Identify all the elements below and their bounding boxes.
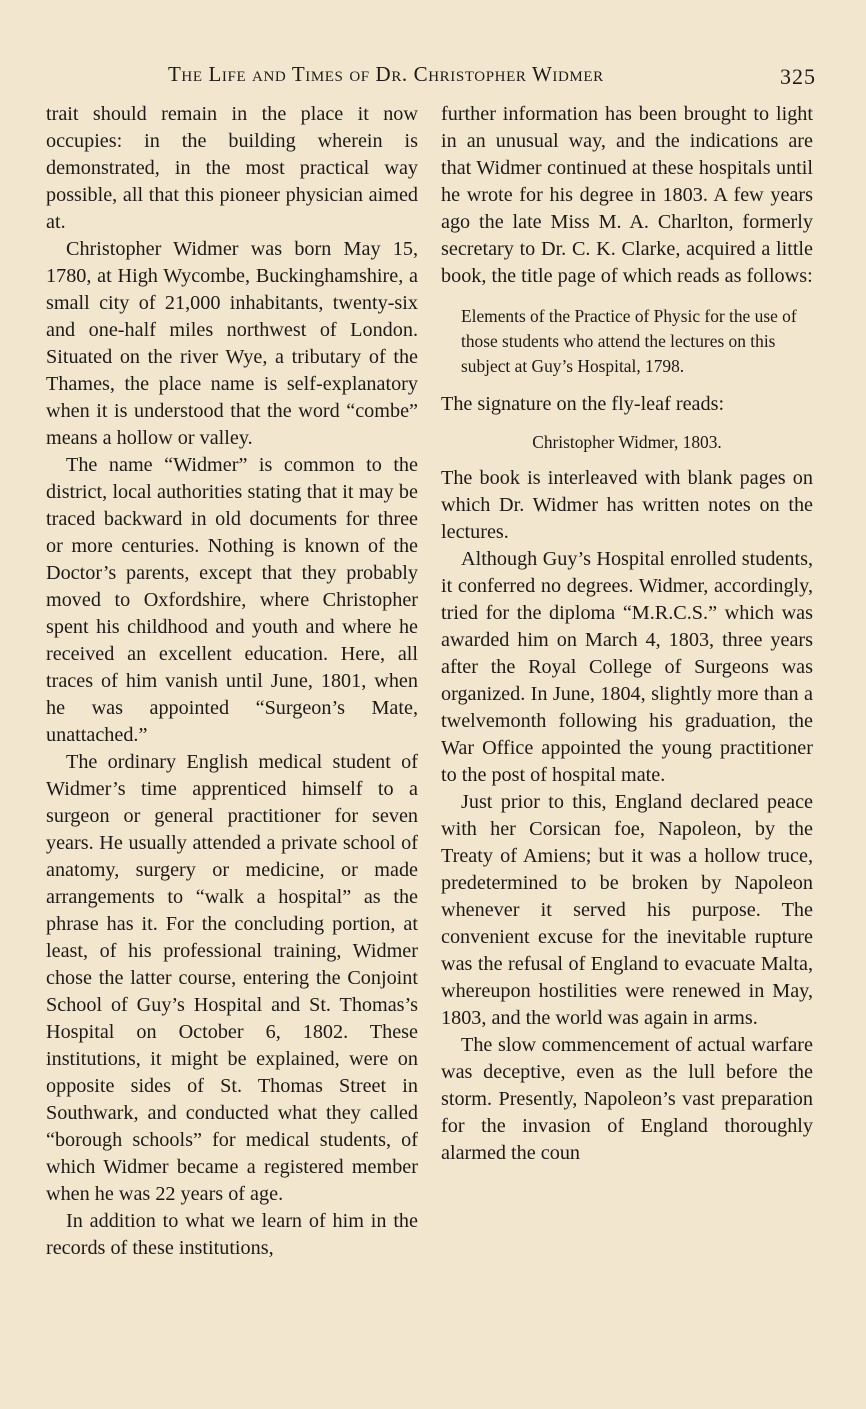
page-number: 325 — [780, 64, 816, 89]
running-head — [0, 62, 866, 92]
paragraph: The book is interleaved with blank pages on which Dr. Widmer has written notes on the lectures. — [441, 467, 813, 543]
paragraph: The name “Widmer” is common to the district, local authorities stating that it may be traced backward in old documents for three or more centuries. Nothing is known of the Doctor’s parents, except that they probably moved to Oxfordshire, where Christopher spent his childhood and youth and where he received an excellent education. Here, all traces of him vanish until June, 1801, when he was appointed “Surgeon’s Mate, unattached.” — [46, 454, 418, 746]
paragraph: Just prior to this, England declared peace with her Corsican foe, Napoleon, by the Treaty of Amiens; but it was a hollow truce, predetermined to be broken by Napoleon whenever it served his purpose. The convenient excuse for the inevitable rupture was the refusal of England to evacuate Malta, whereupon hostilities were renewed in May, 1803, and the world was again in arms. — [441, 791, 813, 1029]
paragraph: The signature on the fly-leaf reads: — [441, 393, 725, 415]
signature-quote: Christopher Widmer, 1803. — [532, 432, 722, 452]
paragraph: The slow commencement of actual warfare was deceptive, even as the lull before the storm. Presently, Napoleon’s vast preparation for the invasion of England thoroughly alarmed the coun — [441, 1034, 813, 1164]
running-title: The Life and Times of Dr. Christopher Widmer — [168, 62, 604, 86]
title-page-quote: Elements of the Practice of Physic for the use of those students who attend the lectures on this subject at Guy’s Hospital, 1798. — [461, 306, 797, 376]
paragraph: In addition to what we learn of him in the records of these institutions, — [46, 1210, 418, 1259]
paragraph: trait should remain in the place it now occupies: in the building wherein is demonstrated, in the most practical way possible, all that this pioneer physician aimed at. — [46, 103, 418, 233]
paragraph: Christopher Widmer was born May 15, 1780, at High Wycombe, Buckinghamshire, a small city of 21,000 inhabitants, twenty-six and one-half miles northwest of London. Situated on the river Wye, a tributary of the Thames, the place name is self-explanatory when it is understood that the word “combe” means a hollow or valley. — [46, 238, 418, 449]
paragraph: further information has been brought to light in an unusual way, and the indications are that Widmer continued at these hospitals until he wrote for his degree in 1803. A few years ago the late Miss M. A. Charlton, formerly secretary to Dr. C. K. Clarke, acquired a little book, the title page of which reads as follows: — [441, 103, 813, 287]
paragraph: Although Guy’s Hospital enrolled students, it conferred no degrees. Widmer, accordingly, tried for the diploma “M.R.C.S.” which was awarded him on March 4, 1803, three years after the Royal College of Surgeons was organized. In June, 1804, slightly more than a twelvemonth following his graduation, the War Office appointed the young practitioner to the post of hospital mate. — [441, 548, 813, 786]
right-column — [441, 101, 813, 1167]
left-column — [46, 101, 418, 1262]
paragraph: The ordinary English medical student of Widmer’s time apprenticed himself to a surgeon or general practitioner for seven years. He usually attended a private school of anatomy, surgery or medicine, or made arrangements to “walk a hospital” as the phrase has it. For the concluding portion, at least, of his professional training, Widmer chose the latter course, entering the Conjoint School of Guy’s Hospital and St. Thomas’s Hospital on October 6, 1802. These institutions, it might be explained, were on opposite sides of St. Thomas Street in Southwark, and conducted what they called “borough schools” for medical students, of which Widmer became a registered member when he was 22 years of age. — [46, 751, 418, 1205]
